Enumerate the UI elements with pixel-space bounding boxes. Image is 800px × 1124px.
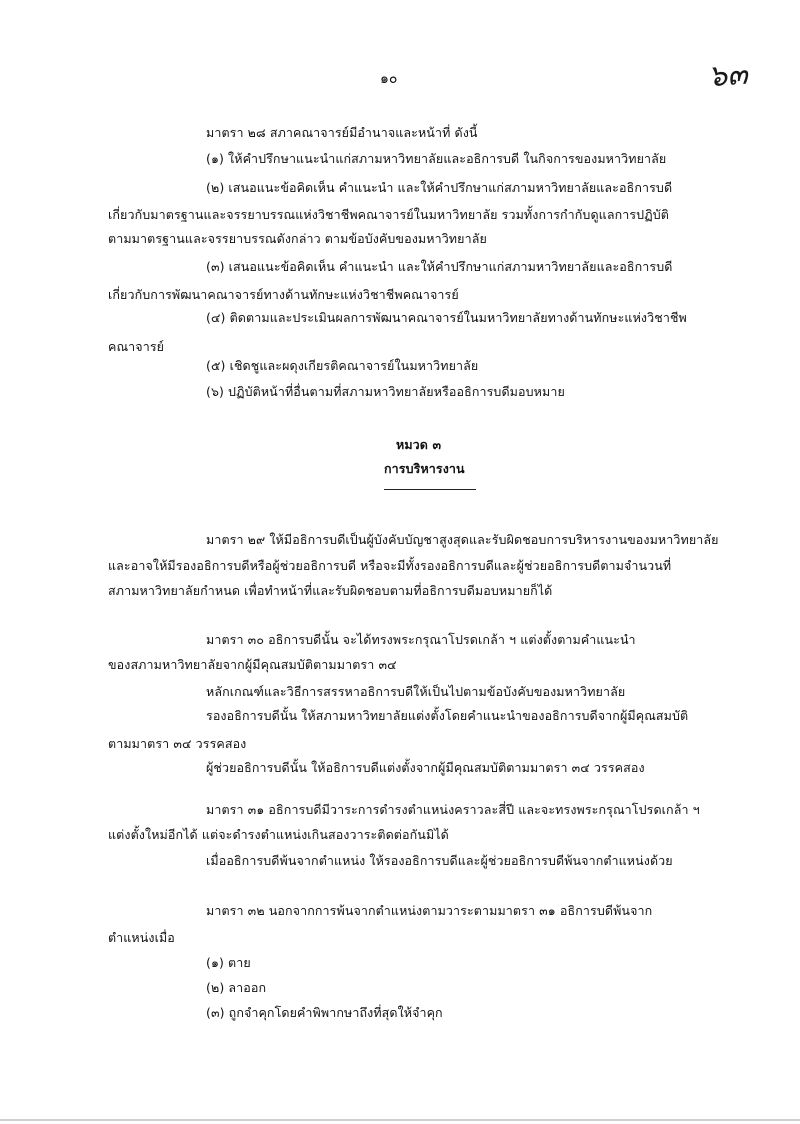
section-31-line-2: แต่งตั้งใหม่อีกได้ แต่จะดำรงตำแหน่งเกินสองวาระติดต่อกันมิได้ <box>108 827 449 842</box>
page-number: ๑๐ <box>380 71 398 87</box>
chapter-underline <box>384 489 476 490</box>
section-32-item-1: (๑) ตาย <box>206 955 251 970</box>
section-30-line-3: หลักเกณฑ์และวิธีการสรรหาอธิการบดีให้เป็นไปตามข้อบังคับของมหาวิทยาลัย <box>206 684 626 699</box>
section-31-line-3: เมื่ออธิการบดีพ้นจากตำแหน่ง ให้รองอธิการบดีและผู้ช่วยอธิการบดีพ้นจากตำแหน่งด้วย <box>206 853 673 868</box>
handwritten-page-number: ๖๓ <box>706 56 749 95</box>
chapter-number: หมวด ๓ <box>396 437 442 452</box>
section-30-line-1: มาตรา ๓๐ อธิการบดีนั้น จะได้ทรงพระกรุณาโปรดเกล้า ฯ แต่งตั้งตามคำแนะนำ <box>206 632 636 647</box>
section-32-item-3: (๓) ถูกจำคุกโดยคำพิพากษาถึงที่สุดให้จำคุก <box>206 1005 443 1020</box>
section-30-line-4: รองอธิการบดีนั้น ให้สภามหาวิทยาลัยแต่งตั้งโดยคำแนะนำของอธิการบดีจากผู้มีคุณสมบัติ <box>206 708 689 723</box>
section-32-item-2: (๒) ลาออก <box>206 980 267 995</box>
section-31-line-1: มาตรา ๓๑ อธิการบดีมีวาระการดำรงตำแหน่งคราวละสี่ปี และจะทรงพระกรุณาโปรดเกล้า ฯ <box>206 802 700 817</box>
section-30-line-2: ของสภามหาวิทยาลัยจากผู้มีคุณสมบัติตามมาตรา ๓๔ <box>108 657 397 672</box>
scan-edge <box>0 1119 800 1121</box>
section-28-item-6: (๖) ปฏิบัติหน้าที่อื่นตามที่สภามหาวิทยาลัยหรืออธิการบดีมอบหมาย <box>206 384 565 399</box>
section-30-line-6: ผู้ช่วยอธิการบดีนั้น ให้อธิการบดีแต่งตั้งจากผู้มีคุณสมบัติตามมาตรา ๓๔ วรรคสอง <box>206 760 645 775</box>
section-32-line-2: ตำแหน่งเมื่อ <box>108 930 175 945</box>
section-28-item-2-cont-2: ตามมาตรฐานและจรรยาบรรณดังกล่าว ตามข้อบังคับของมหาวิทยาลัย <box>108 231 487 246</box>
section-28-item-3-cont: เกี่ยวกับการพัฒนาคณาจารย์ทางด้านทักษะแห่งวิชาชีพคณาจารย์ <box>108 287 459 302</box>
section-28-item-1: (๑) ให้คำปรึกษาแนะนำแก่สภามหาวิทยาลัยและอธิการบดี ในกิจการของมหาวิทยาลัย <box>206 151 667 166</box>
section-29-line-2: และอาจให้มีรองอธิการบดีหรือผู้ช่วยอธิการบดี หรือจะมีทั้งรองอธิการบดีและผู้ช่วยอธิการบดีตามจำนวนที่ <box>108 558 672 573</box>
section-29-line-3: สภามหาวิทยาลัยกำหนด เพื่อทำหน้าที่และรับผิดชอบตามที่อธิการบดีมอบหมายก็ได้ <box>108 583 553 598</box>
section-28-item-3: (๓) เสนอแนะข้อคิดเห็น คำแนะนำ และให้คำปรึกษาแก่สภามหาวิทยาลัยและอธิการบดี <box>206 259 673 274</box>
section-28-item-5: (๕) เชิดชูและผดุงเกียรติคณาจารย์ในมหาวิทยาลัย <box>206 358 479 373</box>
section-28-item-2: (๒) เสนอแนะข้อคิดเห็น คำแนะนำ และให้คำปรึกษาแก่สภามหาวิทยาลัยและอธิการบดี <box>206 180 673 195</box>
section-28-item-4-cont: คณาจารย์ <box>108 339 165 354</box>
section-28-item-2-cont-1: เกี่ยวกับมาตรฐานและจรรยาบรรณแห่งวิชาชีพคณาจารย์ในมหาวิทยาลัย รวมทั้งการกำกับดูแลการปฏิบัติ <box>108 207 669 222</box>
section-29-line-1: มาตรา ๒๙ ให้มีอธิการบดีเป็นผู้บังคับบัญชาสูงสุดและรับผิดชอบการบริหารงานของมหาวิทยาลัย <box>206 532 719 547</box>
chapter-title: การบริหารงาน <box>384 461 465 476</box>
section-28-item-4: (๔) ติดตามและประเมินผลการพัฒนาคณาจารย์ในมหาวิทยาลัยทางด้านทักษะแห่งวิชาชีพ <box>206 310 687 325</box>
section-28-heading: มาตรา ๒๘ สภาคณาจารย์มีอำนาจและหน้าที่ ดังนี้ <box>206 125 478 140</box>
section-30-line-5: ตามมาตรา ๓๔ วรรคสอง <box>108 736 247 751</box>
section-32-line-1: มาตรา ๓๒ นอกจากการพ้นจากตำแหน่งตามวาระตามมาตรา ๓๑ อธิการบดีพ้นจาก <box>206 903 653 918</box>
